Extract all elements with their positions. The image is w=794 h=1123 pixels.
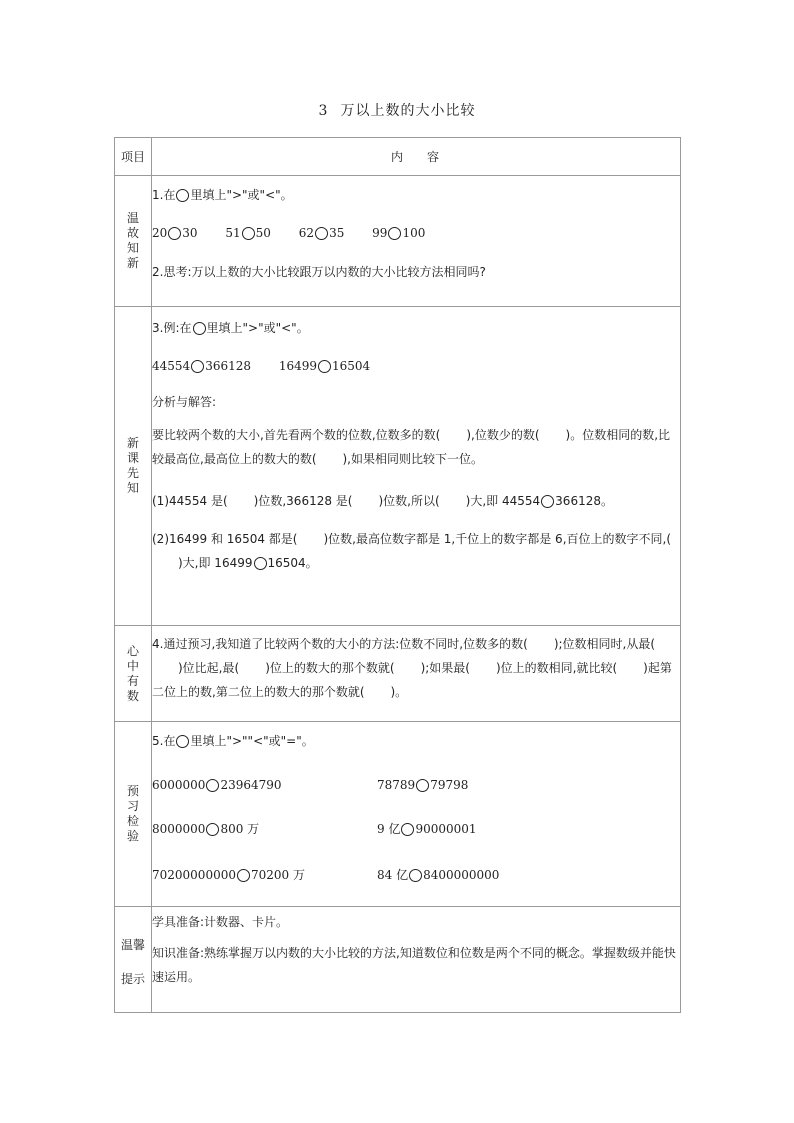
lesson-table xyxy=(114,137,681,1013)
answer-circle[interactable] xyxy=(315,227,328,240)
answer-circle[interactable] xyxy=(242,227,255,240)
answer-circle[interactable] xyxy=(254,557,267,570)
header-content: 内 容 xyxy=(152,138,681,176)
answer-circle[interactable] xyxy=(318,360,331,373)
section-label-mind: 心中有数 xyxy=(115,626,152,722)
answer-circle[interactable] xyxy=(401,823,414,836)
answer-circle[interactable] xyxy=(416,779,429,792)
answer-circle[interactable] xyxy=(191,360,204,373)
check-row-3: 70200000000 70200 万 84 亿 8400000000 xyxy=(152,868,500,882)
lesson-number: 3 xyxy=(318,103,329,119)
lesson-title: 万以上数的大小比较 xyxy=(340,103,476,119)
answer-circle[interactable] xyxy=(193,322,206,335)
section-label-tips: 温馨 提示 xyxy=(115,907,152,1013)
answer-circle[interactable] xyxy=(237,869,250,882)
section-label-new: 新课先知 xyxy=(115,307,152,626)
tip-knowledge: 知识准备:熟练掌握万以内数的大小比较的方法,知道数位和位数是两个不同的概念。掌握数级并能快速运用。 xyxy=(152,946,676,984)
analysis-heading: 分析与解答: xyxy=(152,395,217,409)
section-check xyxy=(152,722,681,907)
section-review xyxy=(152,176,681,307)
question-4: 4.通过预习,我知道了比较两个数的大小的方法:位数不同时,位数多的数( );位数相同时,从最()位比起,最( )位上的数大的那个数就( );如果最( )位上的数相同,就比较( )起第二位上的数,第二位上的数大的那个数就( )。 xyxy=(152,637,672,699)
compare-row-1: 20 30 51 50 62 35 99 100 xyxy=(152,226,426,240)
header-item: 项目 xyxy=(115,138,152,176)
answer-circle[interactable] xyxy=(176,189,189,202)
question-1: 1.在 里填上">"或"<"。 xyxy=(152,188,293,202)
answer-circle[interactable] xyxy=(206,823,219,836)
section-label-check: 预习检验 xyxy=(115,722,152,907)
answer-circle[interactable] xyxy=(176,735,189,748)
question-5: 5.在 里填上">""<"或"="。 xyxy=(152,734,314,748)
question-2: 2.思考:万以上数的大小比较跟万以内数的大小比较方法相同吗? xyxy=(152,265,486,279)
section-mind xyxy=(152,626,681,722)
analysis-part-2: (2)16499 和 16504 都是( )位数,最高位数字都是 1,千位上的数字都是 6,百位上的数字不同,()大,即 16499 16504。 xyxy=(152,532,672,570)
section-new xyxy=(152,307,681,626)
answer-circle[interactable] xyxy=(541,495,554,508)
check-row-2: 8000000 800 万 9 亿 90000001 xyxy=(152,822,477,836)
section-tips xyxy=(152,907,681,1013)
tip-tools: 学具准备:计数器、卡片。 xyxy=(152,915,289,929)
analysis-explain: 要比较两个数的大小,首先看两个数的位数,位数多的数( ),位数少的数( )。位数相同的数,比较最高位,最高位上的数大的数( ),如果相同则比较下一位。 xyxy=(152,428,671,466)
analysis-part-1: (1)44554 是( )位数,366128 是( )位数,所以( )大,即 44554 366128。 xyxy=(152,494,613,508)
check-row-1: 6000000 23964790 78789 79798 xyxy=(152,778,469,792)
question-3: 3.例:在 里填上">"或"<"。 xyxy=(152,321,309,335)
answer-circle[interactable] xyxy=(206,779,219,792)
answer-circle[interactable] xyxy=(388,227,401,240)
answer-circle[interactable] xyxy=(168,227,181,240)
answer-circle[interactable] xyxy=(409,869,422,882)
section-label-review: 温故知新 xyxy=(115,176,152,307)
compare-row-example: 44554 366128 16499 16504 xyxy=(152,359,371,373)
page-title xyxy=(0,100,794,120)
